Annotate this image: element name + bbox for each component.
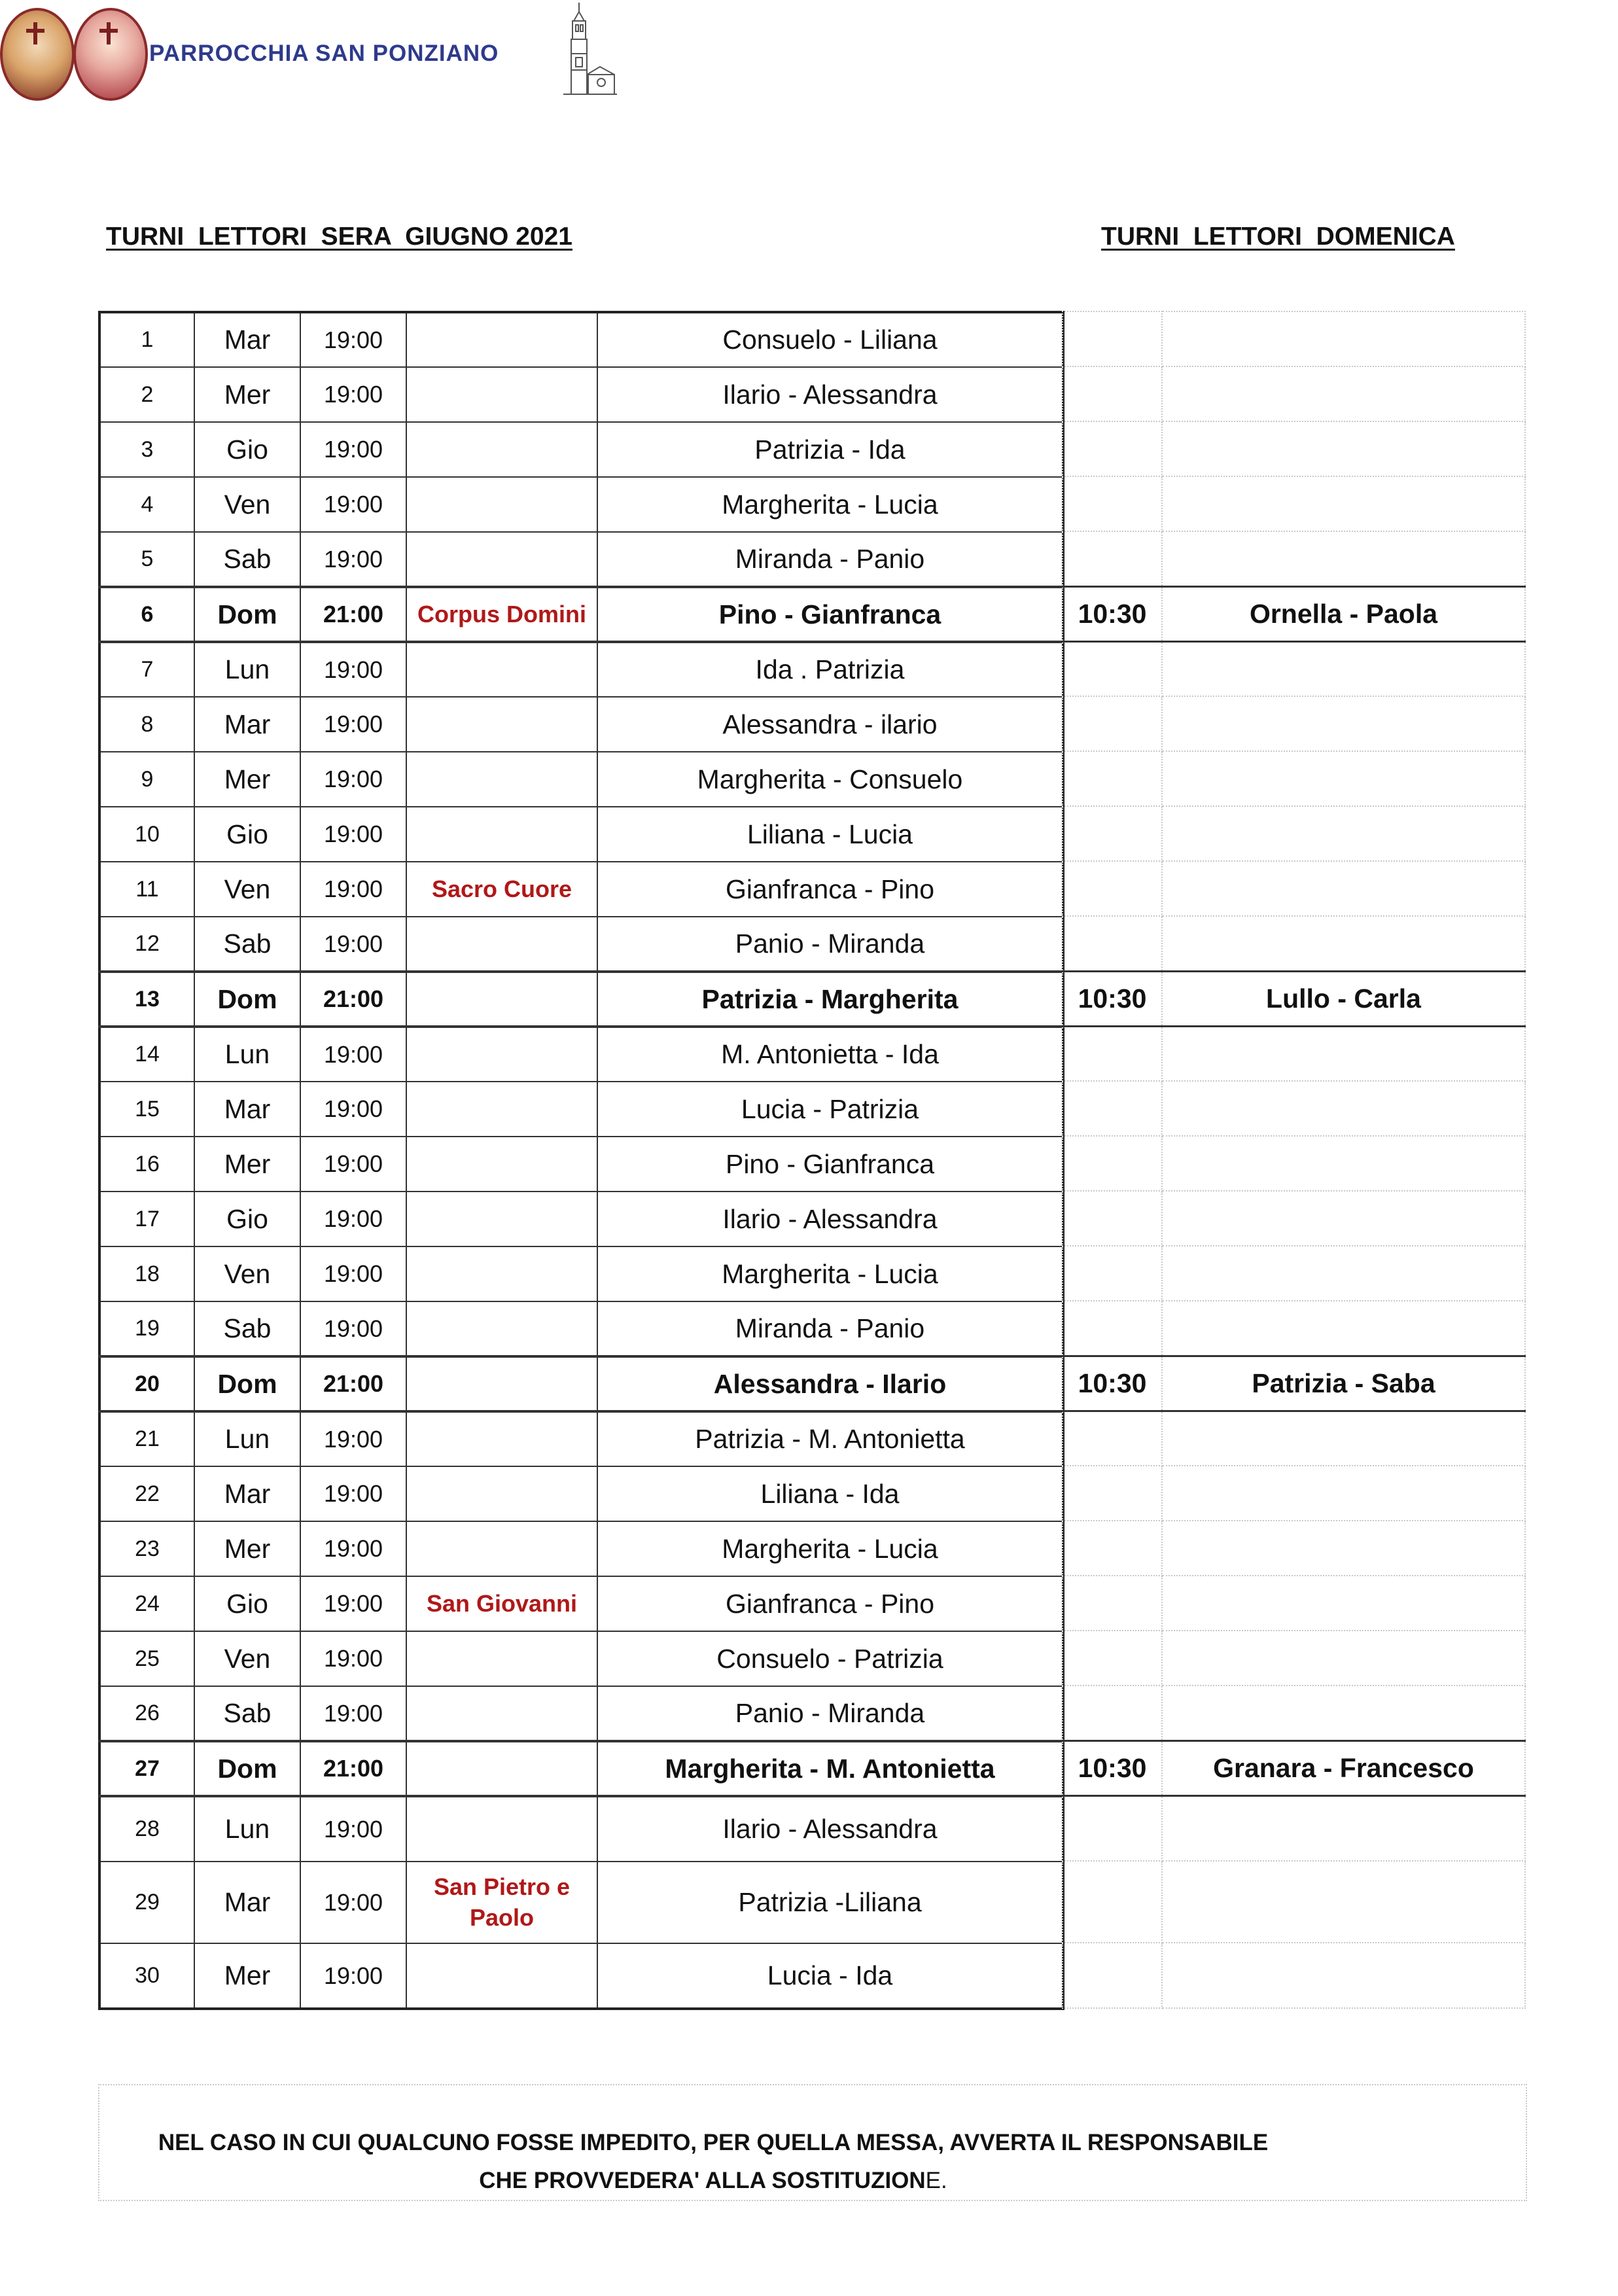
sunday-readers-cell [1162,1861,1525,1943]
readers-cell: Consuelo - Patrizia [597,1631,1063,1686]
time-cell: 19:00 [300,1576,406,1631]
weekday-cell: Ven [194,477,300,532]
event-cell [406,1943,597,2009]
sunday-time-cell [1063,1466,1162,1521]
sunday-readers-cell [1162,1136,1525,1191]
sunday-readers-title: TURNI LETTORI DOMENICA [1101,222,1455,251]
schedule-row [99,587,1063,642]
footer-notice-line2 [0,2168,1426,2194]
readers-cell: Patrizia - Margherita [597,972,1063,1027]
sunday-time-cell: 10:30 [1063,971,1162,1026]
weekday-cell: Lun [194,642,300,697]
schedule-row [99,312,1063,367]
day-cell: 29 [99,1862,194,1943]
readers-cell: Alessandra - ilario [597,697,1063,752]
sunday-readers-cell [1162,751,1525,806]
event-cell [406,532,597,587]
weekday-cell: Mar [194,1862,300,1943]
sunday-row [1063,696,1525,751]
time-cell: 19:00 [300,1862,406,1943]
event-cell [406,807,597,862]
event-cell [406,1246,597,1301]
sunday-row [1063,916,1525,971]
schedule-row [99,697,1063,752]
sunday-time-cell [1063,1246,1162,1301]
sunday-time-cell [1063,1301,1162,1356]
readers-cell: Consuelo - Liliana [597,312,1063,367]
weekday-cell: Dom [194,1356,300,1411]
weekday-cell: Sab [194,1686,300,1741]
event-cell [406,1027,597,1082]
time-cell: 21:00 [300,1356,406,1411]
day-cell: 3 [99,422,194,477]
time-cell: 19:00 [300,1411,406,1466]
sunday-readers-cell [1162,311,1525,366]
sunday-readers-cell [1162,1191,1525,1246]
sunday-row [1063,1740,1525,1795]
time-cell: 19:00 [300,1137,406,1192]
event-cell: San Giovanni [406,1576,597,1631]
sunday-row [1063,1686,1525,1740]
day-cell: 16 [99,1137,194,1192]
weekday-cell: Mar [194,697,300,752]
time-cell: 19:00 [300,1521,406,1576]
weekday-cell: Ven [194,1246,300,1301]
event-cell [406,367,597,422]
time-cell: 19:00 [300,532,406,587]
schedule-row [99,1741,1063,1796]
sunday-readers-cell [1162,916,1525,971]
sunday-row [1063,751,1525,806]
weekday-cell: Dom [194,1741,300,1796]
sunday-readers-cell [1162,1411,1525,1466]
schedule-row [99,1411,1063,1466]
weekday-cell: Sab [194,532,300,587]
readers-cell: Patrizia - M. Antonietta [597,1411,1063,1466]
schedule-row [99,972,1063,1027]
sunday-readers-cell [1162,421,1525,476]
readers-cell: Miranda - Panio [597,1301,1063,1356]
sunday-time-cell [1063,1191,1162,1246]
sunday-row [1063,311,1525,366]
time-cell: 21:00 [300,1741,406,1796]
sunday-readers-cell [1162,1081,1525,1136]
weekday-cell: Lun [194,1411,300,1466]
day-cell: 24 [99,1576,194,1631]
sunday-readers-cell [1162,806,1525,861]
readers-cell: Margherita - Lucia [597,477,1063,532]
sunday-time-cell [1063,751,1162,806]
weekday-cell: Ven [194,862,300,917]
sunday-row [1063,1795,1525,1861]
sunday-time-cell [1063,916,1162,971]
bell-tower-icon [559,1,618,96]
day-cell: 17 [99,1192,194,1246]
sunday-time-cell [1063,1026,1162,1081]
readers-cell: Ilario - Alessandra [597,1796,1063,1862]
day-cell: 13 [99,972,194,1027]
day-cell: 21 [99,1411,194,1466]
schedule-row [99,807,1063,862]
sunday-readers-cell [1162,1521,1525,1576]
sunday-row [1063,1861,1525,1943]
saint-medallion-icon [73,8,148,101]
sunday-row [1063,1301,1525,1356]
weekday-cell: Lun [194,1796,300,1862]
day-cell: 14 [99,1027,194,1082]
readers-cell: Liliana - Ida [597,1466,1063,1521]
event-cell [406,972,597,1027]
sunday-row [1063,861,1525,916]
weekday-cell: Mer [194,752,300,807]
sunday-row [1063,1631,1525,1686]
schedule-row [99,1356,1063,1411]
day-cell: 5 [99,532,194,587]
readers-cell: Alessandra - Ilario [597,1356,1063,1411]
weekday-cell: Gio [194,1576,300,1631]
sunday-readers-cell: Patrizia - Saba [1162,1356,1525,1411]
sunday-row [1063,1576,1525,1631]
schedule-row [99,367,1063,422]
time-cell: 19:00 [300,1301,406,1356]
day-cell: 2 [99,367,194,422]
sunday-row [1063,806,1525,861]
time-cell: 19:00 [300,1246,406,1301]
sunday-time-cell [1063,641,1162,696]
readers-cell: Ida . Patrizia [597,642,1063,697]
weekday-cell: Dom [194,972,300,1027]
time-cell: 19:00 [300,807,406,862]
time-cell: 19:00 [300,1686,406,1741]
readers-cell: Patrizia -Liliana [597,1862,1063,1943]
weekday-cell: Mer [194,1521,300,1576]
event-cell [406,642,597,697]
readers-cell: Lucia - Patrizia [597,1082,1063,1137]
weekday-cell: Mer [194,367,300,422]
readers-cell: Liliana - Lucia [597,807,1063,862]
schedule-row [99,477,1063,532]
readers-cell: M. Antonietta - Ida [597,1027,1063,1082]
sunday-time-cell [1063,421,1162,476]
day-cell: 11 [99,862,194,917]
weekday-cell: Ven [194,1631,300,1686]
sunday-row [1063,1943,1525,2008]
time-cell: 19:00 [300,367,406,422]
schedule-row [99,532,1063,587]
sunday-time-cell [1063,476,1162,531]
sunday-row [1063,1411,1525,1466]
weekday-cell: Mer [194,1137,300,1192]
schedule-row [99,862,1063,917]
time-cell: 19:00 [300,1631,406,1686]
sunday-row [1063,366,1525,421]
time-cell: 19:00 [300,697,406,752]
weekday-cell: Sab [194,1301,300,1356]
event-cell [406,1796,597,1862]
schedule-row [99,752,1063,807]
event-cell [406,752,597,807]
sunday-row [1063,641,1525,696]
day-cell: 30 [99,1943,194,2009]
weekday-cell: Dom [194,587,300,642]
schedule-row [99,917,1063,972]
weekday-cell: Mar [194,1082,300,1137]
sunday-schedule-table [1062,311,1526,2009]
schedule-row [99,1027,1063,1082]
schedule-row [99,1082,1063,1137]
time-cell: 19:00 [300,477,406,532]
day-cell: 4 [99,477,194,532]
sunday-row [1063,1246,1525,1301]
sunday-time-cell [1063,861,1162,916]
day-cell: 26 [99,1686,194,1741]
time-cell: 19:00 [300,862,406,917]
sunday-time-cell [1063,1081,1162,1136]
day-cell: 25 [99,1631,194,1686]
time-cell: 19:00 [300,642,406,697]
schedule-row [99,422,1063,477]
time-cell: 19:00 [300,1082,406,1137]
day-cell: 19 [99,1301,194,1356]
event-cell: Sacro Cuore [406,862,597,917]
time-cell: 19:00 [300,1192,406,1246]
sunday-row [1063,971,1525,1026]
sunday-time-cell [1063,1521,1162,1576]
sunday-time-cell [1063,1686,1162,1740]
day-cell: 6 [99,587,194,642]
event-cell [406,1301,597,1356]
sunday-row [1063,421,1525,476]
parish-name: PARROCCHIA SAN PONZIANO [149,41,499,66]
time-cell: 19:00 [300,422,406,477]
sunday-readers-cell [1162,476,1525,531]
sunday-time-cell [1063,1861,1162,1943]
event-cell [406,1356,597,1411]
readers-cell: Margherita - Lucia [597,1521,1063,1576]
sunday-time-cell [1063,366,1162,421]
day-cell: 15 [99,1082,194,1137]
sunday-readers-cell [1162,1246,1525,1301]
readers-cell: Gianfranca - Pino [597,1576,1063,1631]
sunday-readers-cell [1162,366,1525,421]
readers-cell: Miranda - Panio [597,532,1063,587]
saint-ponziano-medallion-icon [0,8,75,101]
sunday-time-cell [1063,1943,1162,2008]
sunday-row [1063,1026,1525,1081]
sunday-readers-cell [1162,1943,1525,2008]
event-cell [406,477,597,532]
sunday-row [1063,1136,1525,1191]
sunday-time-cell [1063,311,1162,366]
sunday-time-cell [1063,696,1162,751]
day-cell: 10 [99,807,194,862]
weekday-cell: Mer [194,1943,300,2009]
weekday-cell: Lun [194,1027,300,1082]
schedule-row [99,1943,1063,2009]
event-cell [406,422,597,477]
sunday-row [1063,1081,1525,1136]
event-cell [406,1521,597,1576]
sunday-row [1063,1356,1525,1411]
readers-cell: Margherita - M. Antonietta [597,1741,1063,1796]
sunday-row [1063,1521,1525,1576]
weekday-cell: Sab [194,917,300,972]
readers-cell: Patrizia - Ida [597,422,1063,477]
event-cell [406,917,597,972]
weekday-cell: Mar [194,1466,300,1521]
schedule-row [99,1192,1063,1246]
sunday-row [1063,1191,1525,1246]
sunday-time-cell [1063,1576,1162,1631]
sunday-time-cell: 10:30 [1063,1356,1162,1411]
weekday-cell: Gio [194,1192,300,1246]
event-cell [406,312,597,367]
sunday-readers-cell [1162,1631,1525,1686]
time-cell: 19:00 [300,1796,406,1862]
sunday-time-cell [1063,1631,1162,1686]
day-cell: 18 [99,1246,194,1301]
schedule-row [99,1246,1063,1301]
event-cell [406,1192,597,1246]
evening-schedule-table [98,311,1064,2010]
readers-cell: Panio - Miranda [597,1686,1063,1741]
sunday-readers-cell [1162,1686,1525,1740]
sunday-time-cell [1063,531,1162,586]
event-cell: San Pietro e Paolo [406,1862,597,1943]
sunday-row [1063,586,1525,641]
day-cell: 28 [99,1796,194,1862]
readers-cell: Pino - Gianfranca [597,587,1063,642]
sunday-readers-cell [1162,531,1525,586]
parish-logo [0,0,625,98]
event-cell [406,1741,597,1796]
readers-cell: Margherita - Lucia [597,1246,1063,1301]
schedule-row [99,1576,1063,1631]
day-cell: 1 [99,312,194,367]
sunday-row [1063,531,1525,586]
footer-notice-line2-bold: CHE PROVVEDERA' ALLA SOSTITUZION [479,2168,926,2193]
sunday-readers-cell: Lullo - Carla [1162,971,1525,1026]
event-cell [406,1466,597,1521]
schedule-row [99,1466,1063,1521]
sunday-readers-cell [1162,1576,1525,1631]
evening-readers-title: TURNI LETTORI SERA GIUGNO 2021 [106,222,572,251]
schedule-row [99,1796,1063,1862]
sunday-row [1063,1466,1525,1521]
day-cell: 27 [99,1741,194,1796]
readers-cell: Panio - Miranda [597,917,1063,972]
event-cell [406,1411,597,1466]
sunday-readers-cell [1162,1795,1525,1861]
schedule-row [99,1301,1063,1356]
sunday-time-cell [1063,1136,1162,1191]
sunday-readers-cell [1162,696,1525,751]
sunday-readers-cell: Granara - Francesco [1162,1740,1525,1795]
readers-cell: Ilario - Alessandra [597,1192,1063,1246]
readers-cell: Ilario - Alessandra [597,367,1063,422]
time-cell: 21:00 [300,972,406,1027]
time-cell: 19:00 [300,917,406,972]
readers-cell: Pino - Gianfranca [597,1137,1063,1192]
event-cell [406,1686,597,1741]
day-cell: 12 [99,917,194,972]
sunday-readers-cell: Ornella - Paola [1162,586,1525,641]
schedule-row [99,1631,1063,1686]
day-cell: 22 [99,1466,194,1521]
day-cell: 7 [99,642,194,697]
readers-cell: Lucia - Ida [597,1943,1063,2009]
schedule-row [99,1686,1063,1741]
day-cell: 20 [99,1356,194,1411]
schedule-row [99,1137,1063,1192]
sunday-readers-cell [1162,1026,1525,1081]
readers-cell: Margherita - Consuelo [597,752,1063,807]
sunday-readers-cell [1162,641,1525,696]
event-cell [406,697,597,752]
event-cell [406,1137,597,1192]
time-cell: 21:00 [300,587,406,642]
schedule-row [99,642,1063,697]
time-cell: 19:00 [300,1027,406,1082]
sunday-time-cell: 10:30 [1063,586,1162,641]
time-cell: 19:00 [300,752,406,807]
time-cell: 19:00 [300,1943,406,2009]
sunday-time-cell [1063,1795,1162,1861]
weekday-cell: Gio [194,422,300,477]
sunday-time-cell [1063,1411,1162,1466]
day-cell: 8 [99,697,194,752]
schedule-row [99,1862,1063,1943]
readers-cell: Gianfranca - Pino [597,862,1063,917]
time-cell: 19:00 [300,1466,406,1521]
footer-notice-line2-end: E. [925,2168,947,2193]
sunday-readers-cell [1162,861,1525,916]
sunday-row [1063,476,1525,531]
footer-notice-line1: NEL CASO IN CUI QUALCUNO FOSSE IMPEDITO, PER QUELLA MESSA, AVVERTA IL RESPONSABILE [158,2130,1269,2155]
time-cell: 19:00 [300,312,406,367]
day-cell: 23 [99,1521,194,1576]
sunday-readers-cell [1162,1301,1525,1356]
event-cell [406,1082,597,1137]
schedule-row [99,1521,1063,1576]
sunday-readers-cell [1162,1466,1525,1521]
weekday-cell: Gio [194,807,300,862]
event-cell [406,1631,597,1686]
event-cell: Corpus Domini [406,587,597,642]
sunday-time-cell: 10:30 [1063,1740,1162,1795]
sunday-time-cell [1063,806,1162,861]
weekday-cell: Mar [194,312,300,367]
day-cell: 9 [99,752,194,807]
